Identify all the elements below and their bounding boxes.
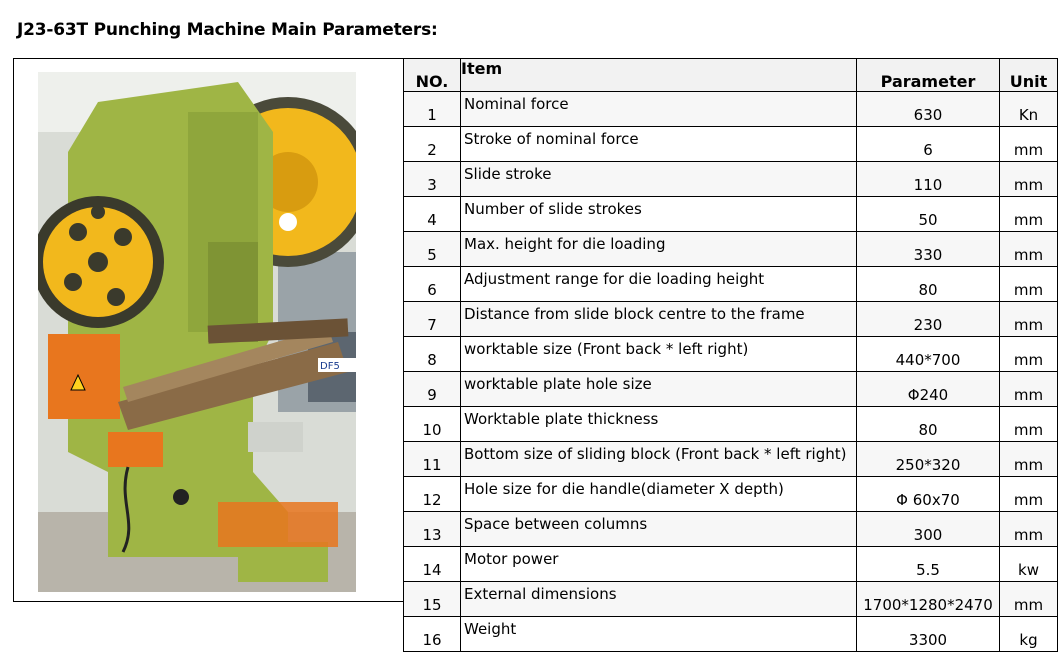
license-plate-text: DF5 <box>320 361 340 372</box>
table-row <box>404 232 1058 267</box>
cell-no: 9 <box>404 372 461 407</box>
cell-no: 15 <box>404 582 461 617</box>
cell-parameter: 80 <box>857 407 1000 442</box>
header-unit: Unit <box>1000 59 1058 92</box>
cell-unit: mm <box>1000 407 1058 442</box>
cell-unit: mm <box>1000 127 1058 162</box>
cell-parameter: 630 <box>857 92 1000 127</box>
cell-parameter: 1700*1280*2470 <box>857 582 1000 617</box>
cell-unit: mm <box>1000 512 1058 547</box>
cell-item: Worktable plate thickness <box>461 407 857 442</box>
cell-unit: kg <box>1000 617 1058 652</box>
page-title: J23-63T Punching Machine Main Parameters: <box>17 20 438 40</box>
machine-photo <box>38 72 356 592</box>
table-row <box>404 302 1058 337</box>
table-row <box>404 617 1058 652</box>
cell-unit: kw <box>1000 547 1058 582</box>
cell-parameter: 440*700 <box>857 337 1000 372</box>
cell-unit: mm <box>1000 442 1058 477</box>
table-header-row <box>404 59 1058 92</box>
cell-item: worktable plate hole size <box>461 372 857 407</box>
cell-item: Distance from slide block centre to the frame <box>461 302 857 337</box>
table-row <box>404 337 1058 372</box>
cell-item: Weight <box>461 617 857 652</box>
cell-parameter: Φ 60x70 <box>857 477 1000 512</box>
table-row <box>404 127 1058 162</box>
cell-unit: mm <box>1000 337 1058 372</box>
cell-item: Nominal force <box>461 92 857 127</box>
cell-item: Adjustment range for die loading height <box>461 267 857 302</box>
cell-no: 12 <box>404 477 461 512</box>
table-row <box>404 372 1058 407</box>
cell-no: 4 <box>404 197 461 232</box>
cell-no: 2 <box>404 127 461 162</box>
cell-item: Number of slide strokes <box>461 197 857 232</box>
cell-item: Max. height for die loading <box>461 232 857 267</box>
cell-parameter: 110 <box>857 162 1000 197</box>
header-parameter: Parameter <box>857 59 1000 92</box>
cell-unit: mm <box>1000 162 1058 197</box>
cell-parameter: 6 <box>857 127 1000 162</box>
cell-unit: mm <box>1000 267 1058 302</box>
cell-parameter: Φ240 <box>857 372 1000 407</box>
table-row <box>404 442 1058 477</box>
table-row <box>404 477 1058 512</box>
table-row <box>404 407 1058 442</box>
cell-unit: mm <box>1000 232 1058 267</box>
cell-item: Slide stroke <box>461 162 857 197</box>
cell-no: 6 <box>404 267 461 302</box>
cell-parameter: 230 <box>857 302 1000 337</box>
cell-no: 8 <box>404 337 461 372</box>
cell-no: 10 <box>404 407 461 442</box>
cell-no: 3 <box>404 162 461 197</box>
cell-no: 5 <box>404 232 461 267</box>
cell-item: worktable size (Front back * left right) <box>461 337 857 372</box>
cell-item: External dimensions <box>461 582 857 617</box>
cell-unit: mm <box>1000 302 1058 337</box>
cell-unit: mm <box>1000 372 1058 407</box>
cell-unit: mm <box>1000 582 1058 617</box>
table-row <box>404 547 1058 582</box>
cell-item: Space between columns <box>461 512 857 547</box>
cell-no: 11 <box>404 442 461 477</box>
cell-no: 7 <box>404 302 461 337</box>
cell-parameter: 80 <box>857 267 1000 302</box>
cell-no: 13 <box>404 512 461 547</box>
header-no: NO. <box>404 59 461 92</box>
cell-parameter: 330 <box>857 232 1000 267</box>
cell-item: Motor power <box>461 547 857 582</box>
cell-unit: mm <box>1000 197 1058 232</box>
cell-parameter: 300 <box>857 512 1000 547</box>
cell-item: Bottom size of sliding block (Front back * left right) <box>461 442 857 477</box>
cell-no: 16 <box>404 617 461 652</box>
cell-parameter: 3300 <box>857 617 1000 652</box>
cell-parameter: 250*320 <box>857 442 1000 477</box>
table-row <box>404 197 1058 232</box>
cell-unit: Kn <box>1000 92 1058 127</box>
cell-parameter: 5.5 <box>857 547 1000 582</box>
table-row <box>404 512 1058 547</box>
cell-item: Hole size for die handle(diameter X depth) <box>461 477 857 512</box>
cell-no: 14 <box>404 547 461 582</box>
cell-item: Stroke of nominal force <box>461 127 857 162</box>
table-row <box>404 582 1058 617</box>
table-row <box>404 162 1058 197</box>
header-item: Item <box>461 59 857 92</box>
cell-unit: mm <box>1000 477 1058 512</box>
cell-no: 1 <box>404 92 461 127</box>
table-row <box>404 92 1058 127</box>
cell-parameter: 50 <box>857 197 1000 232</box>
table-row <box>404 267 1058 302</box>
parameters-table <box>403 58 1058 652</box>
